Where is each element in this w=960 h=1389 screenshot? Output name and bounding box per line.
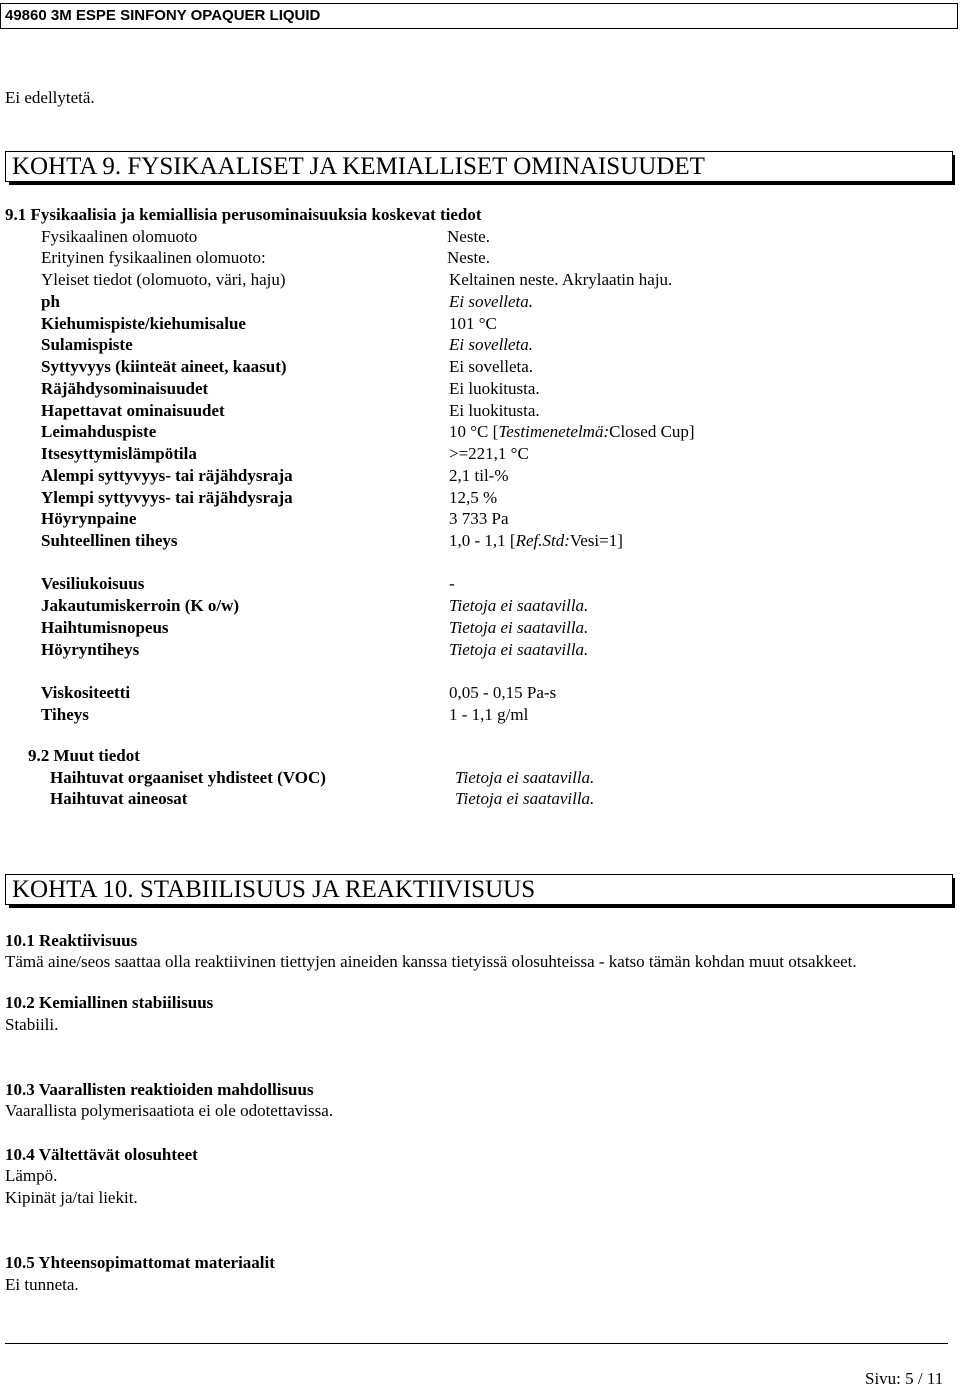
property-label: Jakautumiskerroin (K o/w) — [41, 596, 240, 615]
section-9-title-shadow — [9, 182, 955, 185]
block-heading: 10.2 Kemiallinen stabiilisuus — [5, 993, 214, 1012]
property-value: Keltainen neste. Akrylaatin haju. — [449, 270, 673, 289]
section-10-title-shadow — [9, 905, 955, 908]
property-value: Tietoja ei saatavilla. — [449, 640, 589, 659]
section-10-title: KOHTA 10. STABIILISUUS JA REAKTIIVISUUS — [5, 874, 953, 905]
property-value-italic: Ref.Std: — [515, 531, 570, 550]
property-value: 12,5 % — [449, 488, 498, 507]
property-value: - — [449, 574, 455, 593]
block-heading: 10.1 Reaktiivisuus — [5, 931, 138, 950]
property-label: Hapettavat ominaisuudet — [41, 401, 225, 420]
property-label: Itsesyttymislämpötila — [41, 444, 197, 463]
block-line: Tämä aine/seos saattaa olla reaktiivinen tiettyjen aineiden kanssa tietyissä olosuhteissa - katso tämän kohdan muut otsakkeet. — [5, 952, 857, 971]
other-property-value: Tietoja ei saatavilla. — [455, 768, 595, 787]
property-value-main: 1,0 - 1,1 [ — [449, 531, 516, 550]
property-value: Tietoja ei saatavilla. — [449, 618, 589, 637]
property-value: 0,05 - 0,15 Pa-s — [449, 683, 557, 702]
property-value-end: Closed Cup] — [609, 422, 695, 441]
other-property-label: Haihtuvat aineosat — [50, 789, 188, 808]
property-value: Neste. — [447, 248, 490, 267]
other-property-value: Tietoja ei saatavilla. — [455, 789, 595, 808]
property-value-italic: Testimenetelmä: — [498, 422, 610, 441]
block-line: Kipinät ja/tai liekit. — [5, 1188, 138, 1207]
document-title: 49860 3M ESPE SINFONY OPAQUER LIQUID — [0, 3, 958, 29]
block-line: Lämpö. — [5, 1166, 58, 1185]
block-line: Ei tunneta. — [5, 1275, 79, 1294]
property-value: 1 - 1,1 g/ml — [449, 705, 529, 724]
property-label: Tiheys — [41, 705, 89, 724]
property-value: Ei sovelleta. — [449, 357, 534, 376]
footer-rule — [5, 1343, 948, 1344]
section-9-title-shadow-side — [952, 155, 955, 185]
property-label: Räjähdysominaisuudet — [41, 379, 209, 398]
section-9-title: KOHTA 9. FYSIKAALISET JA KEMIALLISET OMINAISUUDET — [5, 151, 953, 182]
block-line: Vaarallista polymerisaatiota ei ole odotettavissa. — [5, 1101, 334, 1120]
property-value — [449, 531, 623, 551]
property-label: Syttyvyys (kiinteät aineet, kaasut) — [41, 357, 287, 376]
property-value: Ei luokitusta. — [449, 379, 540, 398]
property-label: Kiehumispiste/kiehumisalue — [41, 314, 246, 333]
property-label: Suhteellinen tiheys — [41, 531, 178, 550]
property-label: Alempi syttyvyys- tai räjähdysraja — [41, 466, 293, 485]
block-line: Stabiili. — [5, 1015, 59, 1034]
property-value: >=221,1 °C — [449, 444, 529, 463]
subsection-9-1-title: 9.1 Fysikaalisia ja kemiallisia perusominaisuuksia koskevat tiedot — [5, 205, 482, 224]
subsection-9-2-title: 9.2 Muut tiedot — [28, 746, 140, 765]
property-value: Ei luokitusta. — [449, 401, 540, 420]
page-label: Sivu: — [865, 1369, 901, 1388]
block-heading: 10.4 Vältettävät olosuhteet — [5, 1145, 198, 1164]
property-label: Yleiset tiedot (olomuoto, väri, haju) — [41, 270, 286, 289]
property-value-main: 10 °C [ — [449, 422, 499, 441]
property-value: Tietoja ei saatavilla. — [449, 596, 589, 615]
property-label: Sulamispiste — [41, 335, 133, 354]
page-total: 11 — [926, 1369, 944, 1388]
property-label: Höyryntiheys — [41, 640, 140, 659]
property-value: 101 °C — [449, 314, 497, 333]
page-separator: / — [917, 1369, 923, 1388]
intro-text: Ei edellytetä. — [5, 88, 95, 107]
block-heading: 10.5 Yhteensopimattomat materiaalit — [5, 1253, 275, 1272]
section-10-title-shadow-side — [952, 878, 955, 908]
property-label: Leimahduspiste — [41, 422, 157, 441]
property-value: Neste. — [447, 227, 490, 246]
property-label: Haihtumisnopeus — [41, 618, 169, 637]
page-number — [865, 1369, 943, 1389]
property-value: Ei sovelleta. — [449, 335, 534, 354]
property-value-end: Vesi=1] — [569, 531, 623, 550]
property-label: Erityinen fysikaalinen olomuoto: — [41, 248, 266, 267]
page-current: 5 — [905, 1369, 914, 1388]
property-label: Ylempi syttyvyys- tai räjähdysraja — [41, 488, 293, 507]
property-label: Vesiliukoisuus — [41, 574, 145, 593]
property-value: Ei sovelleta. — [449, 292, 534, 311]
property-label: Höyrynpaine — [41, 509, 137, 528]
property-label: Viskositeetti — [41, 683, 131, 702]
block-heading: 10.3 Vaarallisten reaktioiden mahdollisuus — [5, 1080, 314, 1099]
property-value — [449, 422, 695, 442]
property-value: 3 733 Pa — [449, 509, 509, 528]
property-value: 2,1 til-% — [449, 466, 509, 485]
property-label: Fysikaalinen olomuoto — [41, 227, 198, 246]
property-label: ph — [41, 292, 60, 311]
other-property-label: Haihtuvat orgaaniset yhdisteet (VOC) — [50, 768, 326, 787]
